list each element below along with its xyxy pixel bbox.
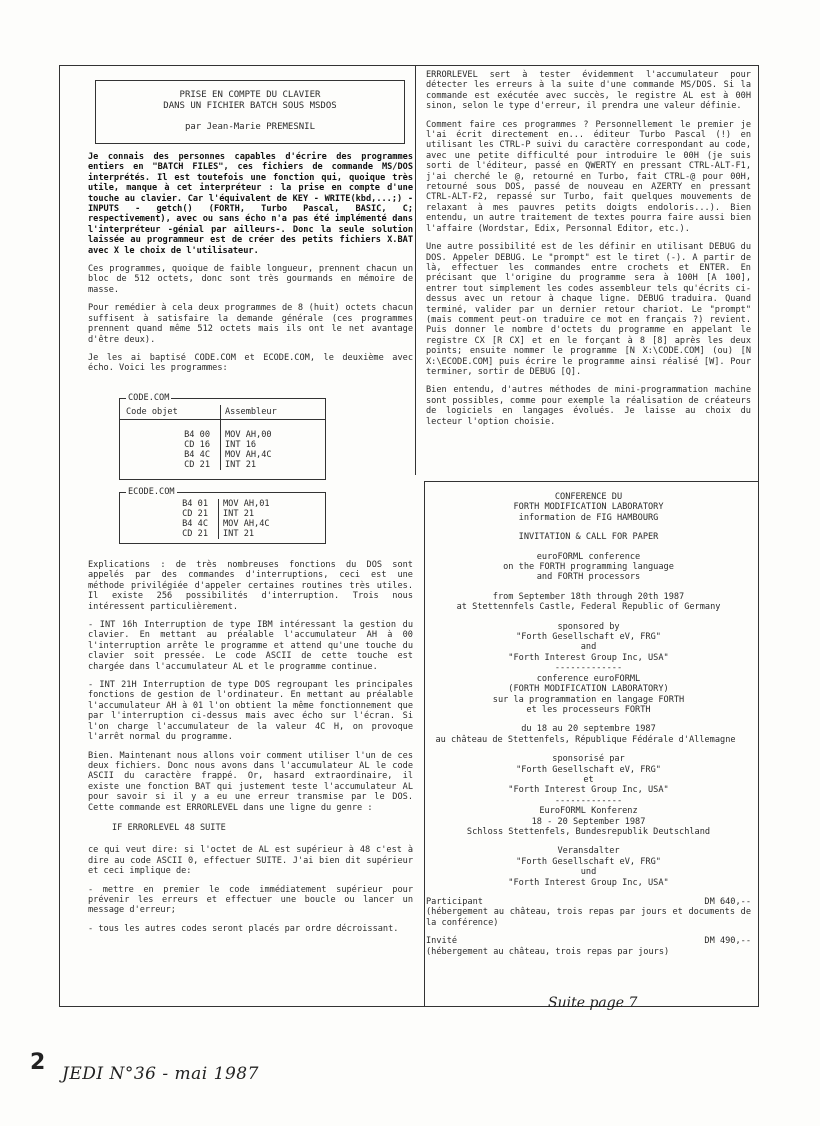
conf-line: FORTH MODIFICATION LABORATORY (513, 502, 664, 513)
conf-line: et (583, 774, 594, 785)
participant-label: Participant (426, 897, 483, 907)
paragraph: - mettre en premier le code immédiatement supérieur pour prévenir les erreurs et effectuer une boucle ou lancer un message d'erreur; (88, 884, 413, 916)
conf-line: euroFORML conference (536, 551, 641, 562)
conf-line: and FORTH processors (536, 572, 641, 583)
conf-line: Schloss Stettenfels, Bundesrepublik Deutschland (466, 826, 711, 837)
column-divider (415, 65, 416, 475)
participant-price-row (426, 897, 751, 907)
code-line: IF ERRORLEVEL 48 SUITE (112, 822, 226, 833)
table-row: B4 01 MOV AH,01 (120, 499, 325, 509)
conf-line: at Stettennfels Castle, Federal Republic of Germany (456, 602, 721, 613)
invite-price-row (426, 936, 751, 946)
paragraph: Pour remédier à cela deux programmes de 8 (huit) octets chacun suffisent à satisfaire la demande générale (ces programmes prennent quand même 512 octets mais ils ont le net avantage d'être deux). (88, 303, 413, 345)
paragraph: - tous les autres codes seront placés par ordre décroissant. (88, 923, 399, 934)
conf-line: sponsorisé par (552, 754, 625, 765)
paragraph: Je les ai baptisé CODE.COM et ECODE.COM, le deuxième avec écho. Voici les programmes: (88, 352, 413, 374)
paragraph: - INT 16h Interruption de type IBM intéressant la gestion du clavier. En mettant au préalable l'accumulateur AH à 00 l'interruption arrête le programme et attend qu'une touche du clavier soit pressée. Le code ASCII de cette touche est chargée dans l'accumulateur AL et le programme continue. (88, 620, 413, 672)
conf-line: information de FIG HAMBOURG (518, 512, 659, 523)
conf-line: CONFERENCE DU (554, 492, 623, 502)
table-row: B4 4C MOV AH,4C (120, 519, 325, 529)
conf-line: 18 - 20 September 1987 (531, 816, 646, 827)
table-row: CD 16 INT 16 (120, 440, 325, 450)
paragraph: Comment faire ces programmes ? Personnellement le premier je l'ai écrit directement en... éditeur Turbo Pascal (!) en utilisant les CTRL-P suivi du caractère correspondant au code, avec une petite difficulté pour introduire le 00H (je suis sorti de l'éditeur, passé en QWERTY en pressant CTRL-ALT-F1, j'ai cherché le @, retourné en Turbo, fait CTRL-@ pour 00H, retourné sous DOS, passé de nouveau en AZERTY en pressant CTRL-ALT-F2, repassé sur Turbo, fait quelques mouvements de relaxant à mes pauvres petits doigts endoloris...). Bien entendu, un autre traitement de textes pourra faire aussi bien l'affaire (Wordstar, Edix, Personnal Editor, etc.). (426, 119, 751, 234)
column-header: Assembleur (221, 405, 326, 420)
listing-name: ECODE.COM (128, 487, 175, 497)
invite-price: DM 490,-- (704, 936, 751, 947)
left-column-bottom (88, 560, 413, 942)
conf-line: "Forth Gesellschaft eV, FRG" (516, 856, 661, 867)
invite-label: Invité (426, 936, 458, 947)
conf-line: et les processeurs FORTH (526, 704, 651, 715)
article-title-line2: DANS UN FICHIER BATCH SOUS MSDOS (163, 101, 337, 111)
paragraph: Une autre possibilité est de les définir en utilisant DEBUG du DOS. Appeler DEBUG. Le "prompt" est le tiret (-). A partir de là, effectuer les commandes entre crochets et ENTER. En précisant que l'origine du programme sera à 100H [A 100], entrer tout simplement les codes assembleur tels qu'écrits ci-dessus avec un retour à chaque ligne. DEBUG traduira. Quand terminé, valider par un dernier retour chariot. Le "prompt" (mais comment peut-on traduire ce mot en français ?) revient. Puis donner le nombre d'octets du programme en appelant le registre CX [R CX] et en le forçant à 8 [8] après les deux points; ensuite nommer le programme [N X:\CODE.COM] (ou) [N X:\ECODE.COM] puis écrire le programme ainsi réalisé [W]. Pour terminer, sortir de DEBUG [Q]. (426, 242, 751, 377)
conf-line: sponsored by (557, 621, 620, 632)
participant-price: DM 640,-- (704, 897, 751, 907)
conf-line: "Forth Gesellschaft eV, FRG" (516, 632, 661, 643)
conf-line: sur la programmation en langage FORTH (492, 694, 685, 705)
conf-line: "Forth Interest Group Inc, USA" (508, 877, 669, 888)
conf-line: Veransdalter (557, 846, 620, 857)
conf-line: on the FORTH programming language (503, 562, 674, 573)
left-column-top (88, 152, 413, 382)
table-row: CD 21 INT 21 (120, 509, 325, 519)
intro-paragraph: Je connais des personnes capables d'écrire des programmes entiers en "BATCH FILES", ces fichiers de commande MS/DOS interprétés. Il est toutefois une fonction qui, quoique très utile, manque à cet interpréteur : la prise en compte d'une touche au clavier. Car l'équivalent de KEY - WRITE(kbd,...;) - INPUTS - getch() (FORTH, Turbo Pascal, BASIC, C; respectivement), avec ou sans écho n'a pas été implémenté dans l'interpréteur -génial par ailleurs-. Donc la seule solution laissée au programmeur est de créer des petits fichiers X.BAT avec X le choix de l'utilisateur. (88, 152, 413, 256)
conf-line: and (580, 642, 597, 653)
paragraph: Bien entendu, d'autres méthodes de mini-programmation machine sont possibles, comme pour exemple la réalisation de créateurs de logiciels en langages évolués. Je laisse au choix du lecteur l'option choisie. (426, 385, 751, 427)
article-byline: par Jean-Marie PREMESNIL (184, 122, 316, 132)
code-com-listing (119, 393, 326, 480)
conf-line: conference euroFORML (536, 673, 641, 684)
continued-note: Suite page 7 (548, 995, 638, 1011)
conf-line: und (580, 867, 597, 878)
column-header: Code objet (120, 405, 221, 420)
conf-heading: INVITATION & CALL FOR PAPER (518, 532, 659, 543)
paragraph: ce qui veut dire: si l'octet de AL est supérieur à 48 c'est à dire au code ASCII 0, effectuer SUITE. J'ai bien dit supérieur et ceci implique de: (88, 845, 413, 877)
conference-announcement (426, 492, 751, 965)
paragraph: Ces programmes, quoique de faible longueur, prennent chacun un bloc de 512 octets, donc sont très gourmands en mémoire de masse. (88, 264, 413, 295)
table-row: CD 21 INT 21 (120, 529, 325, 539)
page-number: 2 (30, 1050, 46, 1075)
conf-line: au château de Stettenfels, République Fédérale d'Allemagne (435, 734, 736, 745)
paragraph: Bien. Maintenant nous allons voir comment utiliser l'un de ces deux fichiers. Donc nous avons dans l'accumulateur AL le code ASCII du caractère frappé. Or, hasard extraordinaire, il existe une fonction BAT qui justement teste l'accumulateur AL pour savoir si il y a eu une erreur transmise par le DOS. Cette commande est ERRORLEVEL dans une ligne du genre : (88, 750, 413, 813)
conf-line: from September 18th through 20th 1987 (492, 591, 685, 602)
conf-separator: ------------- (554, 795, 623, 806)
table-row: CD 21 INT 21 (120, 460, 325, 470)
paragraph: - INT 21H Interruption de type DOS regroupant les principales fonctions de gestion de l'ordinateur. En mettant au préalable l'accumulateur AH à 01 l'on obtient la même fonctionnement que par l'interruption ci-dessus mais avec écho sur l'écran. Si l'on charge l'accumulateur de la valeur 4C H, on provoque l'arrêt normal du programme. (88, 680, 413, 743)
paragraph: ERRORLEVEL sert à tester évidemment l'accumulateur pour détecter les erreurs à la suite d'une commande MS/DOS. Si la commande est exécutée avec succès, le registre AL est à 00H sinon, selon le type d'erreur, il prendra une valeur définie. (426, 70, 751, 112)
conf-line: du 18 au 20 septembre 1987 (521, 724, 656, 735)
conf-line: "Forth Interest Group Inc, USA" (508, 652, 669, 663)
table-row: B4 00 MOV AH,00 (120, 430, 325, 440)
article-title-line1: PRISE EN COMPTE DU CLAVIER (179, 90, 321, 100)
conf-line: EuroFORML Konferenz (539, 806, 638, 817)
issue-footer: JEDI N°36 - mai 1987 (62, 1064, 259, 1084)
invite-note: (hébergement au château, trois repas par jours) (426, 946, 670, 957)
table-row: B4 4C MOV AH,4C (120, 450, 325, 460)
article-title-box (95, 80, 405, 144)
conf-line: "Forth Gesellschaft eV, FRG" (516, 764, 661, 775)
conf-line: (FORTH MODIFICATION LABORATORY) (508, 684, 669, 695)
right-column-top (426, 70, 751, 435)
participant-note: (hébergement au château, trois repas par jours et documents de la conférence) (426, 907, 751, 928)
listing-name: CODE.COM (128, 393, 170, 403)
conf-line: "Forth Interest Group Inc, USA" (508, 785, 669, 796)
conf-separator: ------------- (554, 663, 623, 674)
paragraph: Explications : de très nombreuses fonctions du DOS sont appelés par des commandes d'interruptions, ceci est une méthode privilégiée d'appeler certaines routines très utiles. Il existe 256 possibilités d'interruption. Trois nous intéressent particulièrement. (88, 560, 413, 612)
ecode-com-listing (119, 487, 326, 544)
